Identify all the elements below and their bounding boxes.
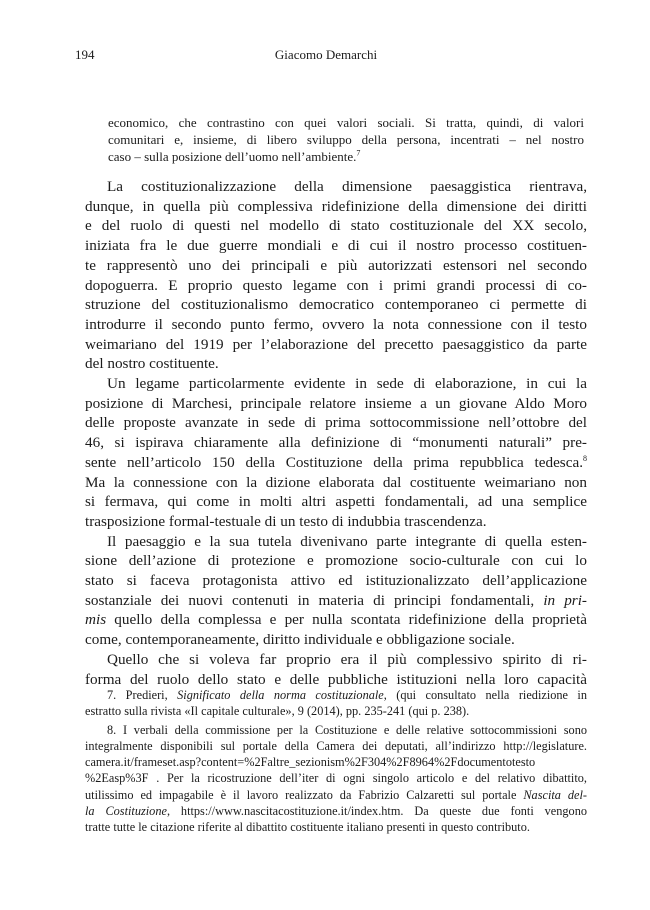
paragraph-line: trasposizione formal-testuale di un testo di indubbia trascendenza. xyxy=(85,512,487,530)
paragraph-line: Quello che si voleva far proprio era il più complessivo spirito di ri- xyxy=(107,650,587,668)
quote-line: economico, che contrastino con quei valori sociali. Si tratta, quindi, di valori xyxy=(108,115,584,130)
paragraph-line: struzione del costituzionalismo democratico contemporaneo ci permette di xyxy=(85,296,587,314)
paragraph-line: La costituzionalizzazione della dimensione paesaggistica rientrava, xyxy=(107,178,587,195)
paragraph-line: Il paesaggio e la sua tutela divenivano parte integrante di quella esten- xyxy=(107,532,587,550)
footnote-line: 7. Predieri, Significato della norma costituzionale, (qui consultato nella riedizione in xyxy=(107,688,588,702)
paragraph-line: weimariano del 1919 per l’elaborazione del precetto paesaggistico da parte xyxy=(85,335,587,353)
paragraph-line: 46, si ispirava chiaramente alla definizione di “monumenti naturali” pre- xyxy=(85,434,587,452)
footnote-line: %2Easp%3F . Per la ricostruzione dell’iter di ogni singolo articolo e del relativo dibattito, xyxy=(85,771,587,786)
page-number: 194 xyxy=(75,47,95,62)
paragraph-line: mis quello della complessa e per nulla scontata ridefinizione della proprietà xyxy=(85,611,587,629)
paragraph-line: forma del ruolo dello stato e delle pubbliche istituzioni nella loro capacità xyxy=(85,670,587,688)
paragraph-line: stato si faceva protagonista attivo ed istituzionalizzato dell’applicazione xyxy=(85,572,587,590)
footnote-line: tratte tutte le citazione riferite al dibattito costituente italiano presenti in questo contributo. xyxy=(85,820,530,835)
footnote-line: camera.it/frameset.asp?content=%2Faltre_sezionism%2F304%2F8964%2Fdocumentotesto xyxy=(85,755,536,770)
running-head-author: Giacomo Demarchi xyxy=(274,47,378,62)
paragraph-line: dunque, in quella più complessiva ridefinizione della dimensione dei diritti xyxy=(85,197,587,215)
footnote-line: integralmente disponibili sul portale della Camera dei deputati, all’indirizzo http://legislature. xyxy=(85,738,587,753)
paragraph-line: come, contemporaneamente, diritto individuale e obbligazione sociale. xyxy=(85,631,515,649)
footnote-ref-7: 7 xyxy=(356,148,361,158)
footnote-8 xyxy=(85,722,587,836)
paragraph-line: te rappresentò uno dei principali e più autorizzati estensori nel secondo xyxy=(85,256,587,274)
footnote-line: utilissimo ed impagabile è il lavoro realizzato da Fabrizio Calzaretti sul portale Nascita del- xyxy=(85,787,587,802)
running-header xyxy=(75,47,577,65)
paragraph-line: sostanziale dei nuovi contenuti in materia di principi fondamentali, in pri- xyxy=(85,591,587,609)
paragraph-line: e del ruolo di questi nel modello di stato costituzionale del XX secolo, xyxy=(85,217,587,235)
paragraph-line: del nostro costituente. xyxy=(85,355,219,373)
paragraph-line: sente nell’articolo 150 della Costituzione della prima repubblica tedesca.$^8$ xyxy=(85,453,587,471)
paragraph-line: si fermava, qui come in molti altri aspetti fondamentali, ad una semplice xyxy=(85,493,587,511)
italic-latin: in pri- xyxy=(543,591,587,609)
italic-latin: mis xyxy=(85,611,107,629)
quote-line: comunitari e, insieme, di libero sviluppo della persona, incentrati – nel nostro xyxy=(108,132,584,147)
paragraph-line: Un legame particolarmente evidente in sede di elaborazione, in cui la xyxy=(107,375,587,393)
paragraph-line: introdurre il secondo punto fermo, ovvero la nota connessione con il testo xyxy=(85,315,587,333)
footnote-line: la Costituzione, https://www.nascitacostituzione.it/index.htm. Da queste due fonti vengono xyxy=(85,804,587,819)
paragraph-line: delle proposte avanzate in sede di prima sottocommissione nell’ottobre del xyxy=(85,414,587,432)
paragraph-line: sione dell’azione di protezione e promozione socio-culturale con cui lo xyxy=(85,552,587,570)
block-quote xyxy=(108,114,584,165)
footnote-7 xyxy=(85,687,587,720)
footnotes xyxy=(85,687,587,836)
body-text xyxy=(85,177,587,689)
paragraph-line: dopoguerra. E proprio questo legame con i primi grandi processi di co- xyxy=(85,276,587,294)
footnote-ref-8: 8 xyxy=(583,453,587,463)
quote-line: caso – sulla posizione dell’uomo nell’ambiente.$^7$ xyxy=(108,148,361,164)
footnote-line: estratto sulla rivista «Il capitale culturale», 9 (2014), pp. 235-241 (qui p. 238). xyxy=(85,704,470,719)
paragraph-line: Ma la connessione con la dizione elaborata dal costituente weimariano non xyxy=(85,473,587,491)
footnote-line: 8. I verbali della commissione per la Costituzione e delle relative sottocommissioni sono xyxy=(107,722,587,737)
paragraph-line: posizione di Marchesi, principale relatore insieme a un giovane Aldo Moro xyxy=(85,394,587,412)
paragraph-line: iniziata fra le due guerre mondiali e di cui il nostro processo costituen- xyxy=(85,237,587,255)
